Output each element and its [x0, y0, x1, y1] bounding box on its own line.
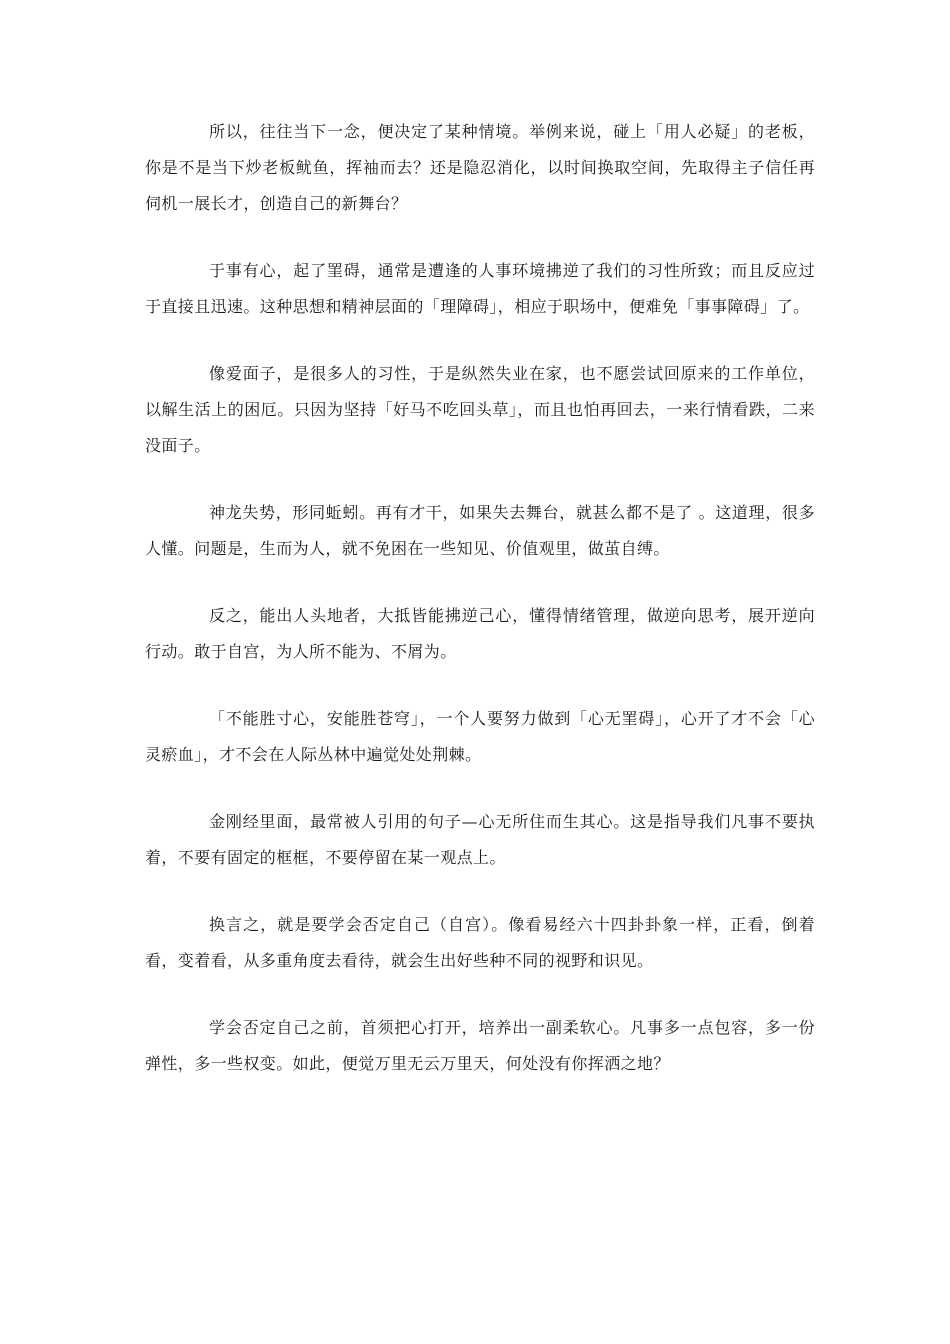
paragraph: 神龙失势，形同蚯蚓。再有才干，如果失去舞台，就甚么都不是了 。这道理，很多人懂。问题是，生而为人，就不免困在一些知见、价值观里，做茧自缚。	[145, 503, 815, 558]
paragraph: 学会否定自己之前，首须把心打开，培养出一副柔软心。凡事多一点包容，多一份弹性，多一些权变。如此，便觉万里无云万里天，何处没有你挥洒之地？	[145, 1018, 815, 1073]
paragraph: 「不能胜寸心，安能胜苍穹」，一个人要努力做到「心无罣碍」，心开了才不会「心灵瘀血」，才不会在人际丛林中遍觉处处荆棘。	[145, 709, 815, 764]
paragraph: 换言之，就是要学会否定自己（自宫）。像看易经六十四卦卦象一样，正看，倒着看，变着看，从多重角度去看待，就会生出好些种不同的视野和识见。	[145, 915, 815, 970]
document-body	[145, 114, 815, 1113]
paragraph: 所以，往往当下一念，便决定了某种情境。举例来说，碰上「用人必疑」的老板，你是不是当下炒老板鱿鱼，挥袖而去？还是隐忍消化，以时间换取空间，先取得主子信任再伺机一展长才，创造自己的新舞台？	[145, 122, 815, 213]
paragraph: 于事有心，起了罣碍，通常是遭逢的人事环境拂逆了我们的习性所致；而且反应过于直接且迅速。这种思想和精神层面的「理障碍」，相应于职场中，便难免「事事障碍」了。	[145, 261, 815, 316]
paragraph: 反之，能出人头地者，大抵皆能拂逆己心，懂得情绪管理，做逆向思考，展开逆向行动。敢于自宫，为人所不能为、不屑为。	[145, 606, 815, 661]
paragraph: 像爱面子，是很多人的习性，于是纵然失业在家，也不愿尝试回原来的工作单位，以解生活上的困厄。只因为坚持「好马不吃回头草」，而且也怕再回去，一来行情看跌，二来没面子。	[145, 364, 815, 455]
paragraph: 金刚经里面，最常被人引用的句子—心无所住而生其心。这是指导我们凡事不要执着，不要有固定的框框，不要停留在某一观点上。	[145, 812, 815, 867]
